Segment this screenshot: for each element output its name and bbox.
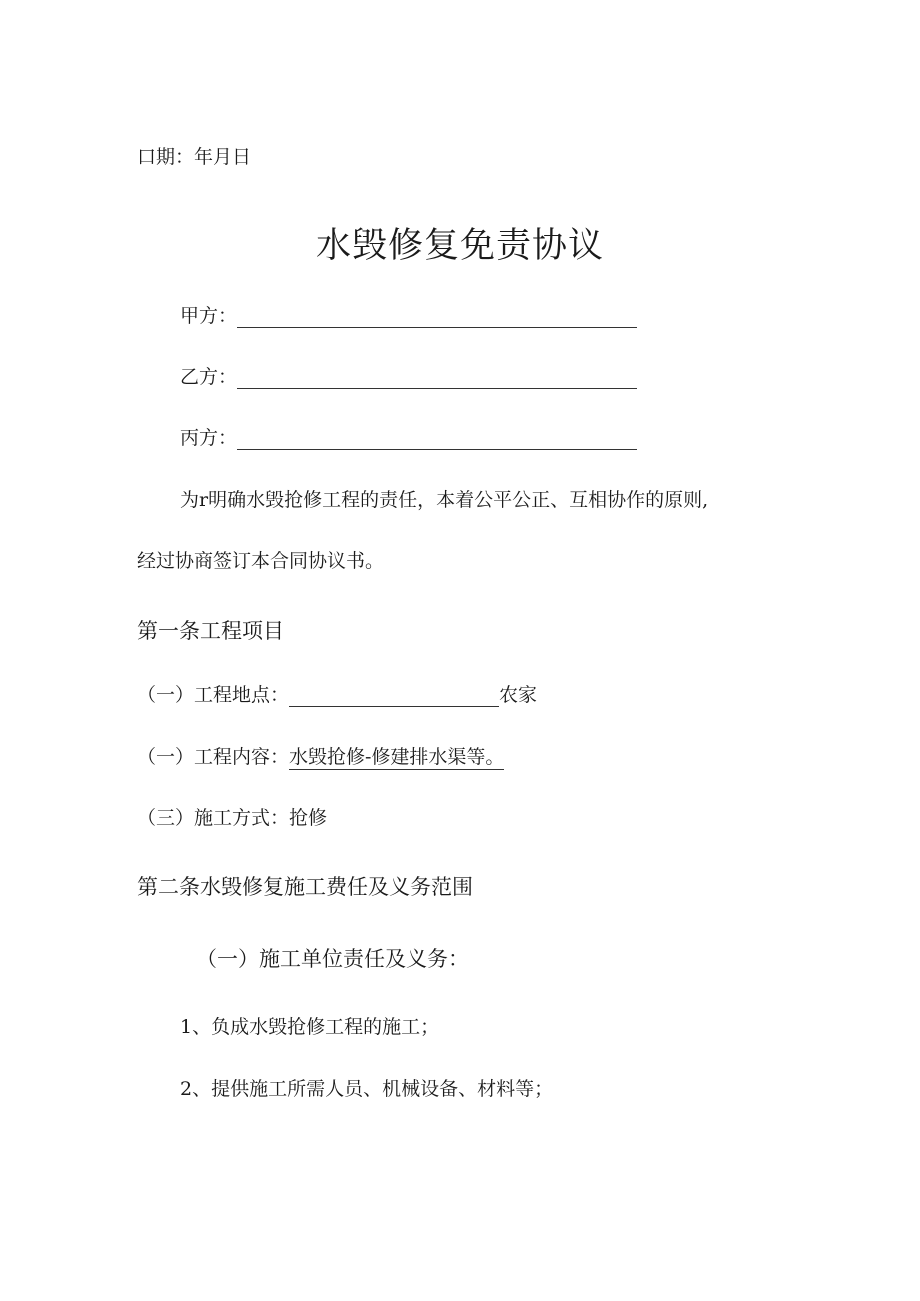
project-content-value: 水毁抢修-修建排水渠等。 [289,746,505,768]
obligation-item-2: 2、提供施工所需人员、机械设备、材料等； [180,1078,554,1100]
article-2-heading: 第二条水毁修复施工费任及义务范围 [137,875,473,899]
project-location-suffix: 农家 [499,684,538,706]
article-2-subheading: （一）施工单位责任及义务： [196,947,469,971]
construction-method-row [137,806,327,830]
project-location-blank [289,688,499,707]
project-location-label: （一）工程地点： [137,684,290,706]
project-content-row [137,745,504,769]
intro-line-2: 经过协商签订本合同协议书。 [137,550,385,572]
party-b-blank [237,370,637,389]
party-c-row [180,426,637,450]
party-b-row [180,365,637,389]
party-c-label: 丙方： [180,427,238,449]
party-a-row [180,304,637,328]
party-b-label: 乙方： [180,366,238,388]
project-content-label: （一）工程内容： [137,746,290,768]
construction-method-value: 抢修 [289,807,328,829]
party-a-label: 甲方： [180,305,238,327]
project-location-row [137,683,537,707]
construction-method-label: （三）施工方式： [137,807,290,829]
obligation-item-1: 1、负成水毁抢修工程的施工； [180,1016,440,1038]
article-1-heading: 第一条工程项目 [137,619,284,643]
party-c-blank [237,431,637,450]
document-title: 水毁修复免责协议 [315,226,604,266]
intro-line-1: 为r明确水毁抢修工程的责任，本着公平公正、互相协作的原则, [180,489,709,511]
date-line: 口期：年月日 [137,146,252,168]
party-a-blank [237,309,637,328]
